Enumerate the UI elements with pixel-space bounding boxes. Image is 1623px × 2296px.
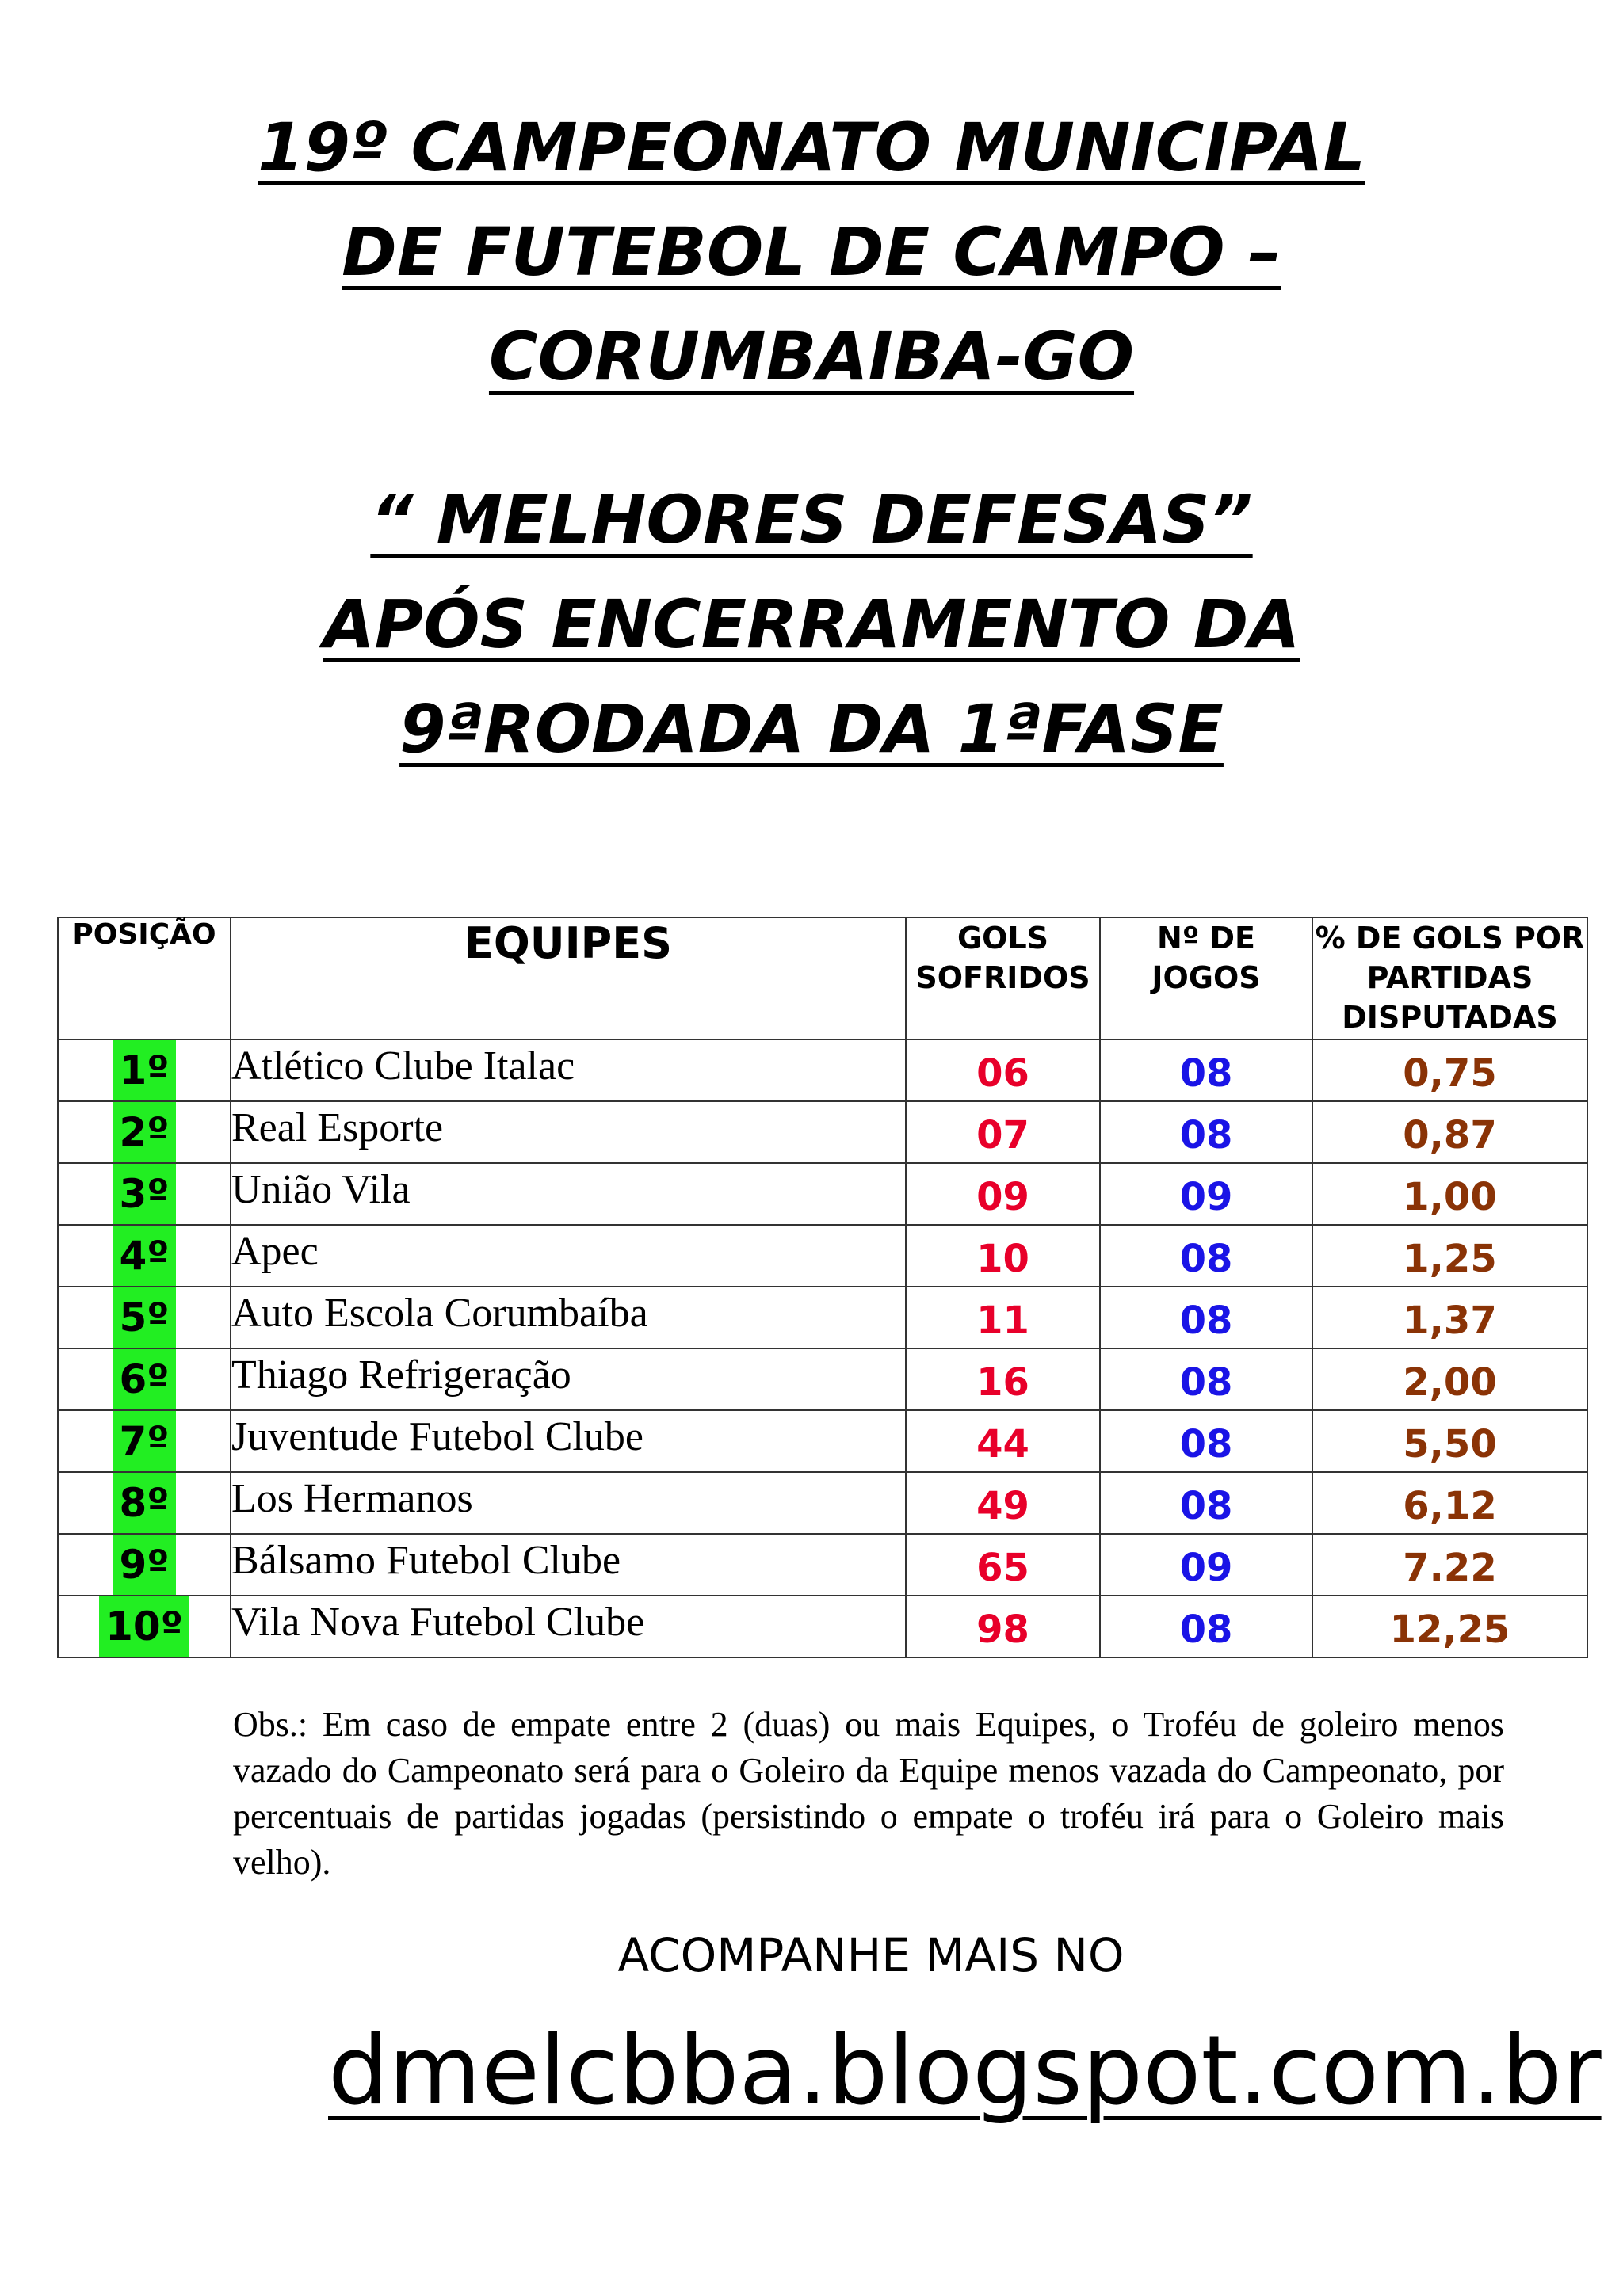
position-badge: 7º [113, 1411, 176, 1471]
gols-sofridos-cell: 11 [906, 1287, 1100, 1348]
jogos-cell: 08 [1100, 1410, 1312, 1472]
gols-sofridos-cell: 09 [906, 1163, 1100, 1225]
ranking-table [57, 917, 1588, 1658]
table-row [58, 1225, 1587, 1287]
position-badge: 6º [113, 1349, 176, 1409]
gols-sofridos-cell: 10 [906, 1225, 1100, 1287]
gols-sofridos-cell: 16 [906, 1348, 1100, 1410]
gols-sofridos-cell: 98 [906, 1596, 1100, 1657]
position-cell [58, 1348, 231, 1410]
percentual-cell: 6,12 [1312, 1472, 1587, 1534]
team-name-cell: Los Hermanos [231, 1472, 906, 1534]
table-row [58, 1596, 1587, 1657]
team-name-cell: Atlético Clube Italac [231, 1039, 906, 1101]
championship-title [0, 95, 1623, 409]
jogos-cell: 08 [1100, 1101, 1312, 1163]
position-cell [58, 1596, 231, 1657]
table-row [58, 1410, 1587, 1472]
jogos-cell: 09 [1100, 1534, 1312, 1596]
follow-text: ACOMPANHE MAIS NO [617, 1928, 1125, 1982]
position-badge: 8º [113, 1473, 176, 1533]
table-row [58, 1472, 1587, 1534]
gols-sofridos-cell: 07 [906, 1101, 1100, 1163]
position-cell [58, 1410, 231, 1472]
percentual-cell: 5,50 [1312, 1410, 1587, 1472]
team-name-cell: Juventude Futebol Clube [231, 1410, 906, 1472]
header-equipes: EQUIPES [231, 917, 906, 1039]
ranking-title [0, 467, 1623, 781]
gols-sofridos-cell: 44 [906, 1410, 1100, 1472]
percentual-cell: 2,00 [1312, 1348, 1587, 1410]
header-posicao: POSIÇÃO [58, 917, 231, 1039]
position-badge: 2º [113, 1102, 176, 1162]
header-numero-jogos: Nº DE JOGOS [1100, 917, 1312, 1039]
position-cell [58, 1534, 231, 1596]
position-badge: 5º [113, 1287, 176, 1348]
team-name-cell: Real Esporte [231, 1101, 906, 1163]
table-row [58, 1534, 1587, 1596]
position-cell [58, 1225, 231, 1287]
team-name-cell: União Vila [231, 1163, 906, 1225]
gols-sofridos-cell: 49 [906, 1472, 1100, 1534]
position-badge: 1º [113, 1040, 176, 1100]
percentual-cell: 1,37 [1312, 1287, 1587, 1348]
percentual-cell: 1,25 [1312, 1225, 1587, 1287]
title-line-1: 19º CAMPEONATO MUNICIPAL [258, 109, 1365, 186]
table-header-row [58, 917, 1587, 1039]
jogos-cell: 08 [1100, 1287, 1312, 1348]
table-row [58, 1287, 1587, 1348]
header-gols-sofridos: GOLS SOFRIDOS [906, 917, 1100, 1039]
blog-link[interactable]: dmelcbba.blogspot.com.br [328, 2016, 1602, 2126]
percentual-cell: 0,75 [1312, 1039, 1587, 1101]
table-row [58, 1101, 1587, 1163]
position-cell [58, 1101, 231, 1163]
position-badge: 10º [99, 1596, 189, 1657]
jogos-cell: 08 [1100, 1348, 1312, 1410]
position-badge: 3º [113, 1164, 176, 1224]
title-line-2: DE FUTEBOL DE CAMPO – [342, 213, 1281, 291]
gols-sofridos-cell: 65 [906, 1534, 1100, 1596]
team-name-cell: Apec [231, 1225, 906, 1287]
jogos-cell: 08 [1100, 1039, 1312, 1101]
jogos-cell: 08 [1100, 1472, 1312, 1534]
table-row [58, 1163, 1587, 1225]
gols-sofridos-cell: 06 [906, 1039, 1100, 1101]
header-percentual: % DE GOLS POR PARTIDAS DISPUTADAS [1312, 917, 1587, 1039]
jogos-cell: 08 [1100, 1596, 1312, 1657]
jogos-cell: 08 [1100, 1225, 1312, 1287]
percentual-cell: 0,87 [1312, 1101, 1587, 1163]
position-cell [58, 1472, 231, 1534]
title-line-5: APÓS ENCERRAMENTO DA [323, 585, 1300, 663]
percentual-cell: 12,25 [1312, 1596, 1587, 1657]
observation-note: Obs.: Em caso de empate entre 2 (duas) ou mais Equipes, o Troféu de goleiro menos vazado do Campeonato será para o Goleiro da Equipe menos vazada do Campeonato, por percentuais de partidas jogadas (persistindo o empate o troféu irá para o Goleiro mais velho). [233, 1705, 1504, 1882]
team-name-cell: Bálsamo Futebol Clube [231, 1534, 906, 1596]
team-name-cell: Vila Nova Futebol Clube [231, 1596, 906, 1657]
title-line-6: 9ªRODADA DA 1ªFASE [399, 690, 1224, 768]
table-row [58, 1348, 1587, 1410]
team-name-cell: Thiago Refrigeração [231, 1348, 906, 1410]
percentual-cell: 1,00 [1312, 1163, 1587, 1225]
table-row [58, 1039, 1587, 1101]
position-cell [58, 1287, 231, 1348]
position-cell [58, 1163, 231, 1225]
percentual-cell: 7.22 [1312, 1534, 1587, 1596]
position-badge: 4º [113, 1226, 176, 1286]
position-badge: 9º [113, 1535, 176, 1595]
position-cell [58, 1039, 231, 1101]
team-name-cell: Auto Escola Corumbaíba [231, 1287, 906, 1348]
jogos-cell: 09 [1100, 1163, 1312, 1225]
title-line-3: CORUMBAIBA-GO [488, 318, 1135, 395]
title-line-4: “ MELHORES DEFESAS” [370, 481, 1253, 559]
